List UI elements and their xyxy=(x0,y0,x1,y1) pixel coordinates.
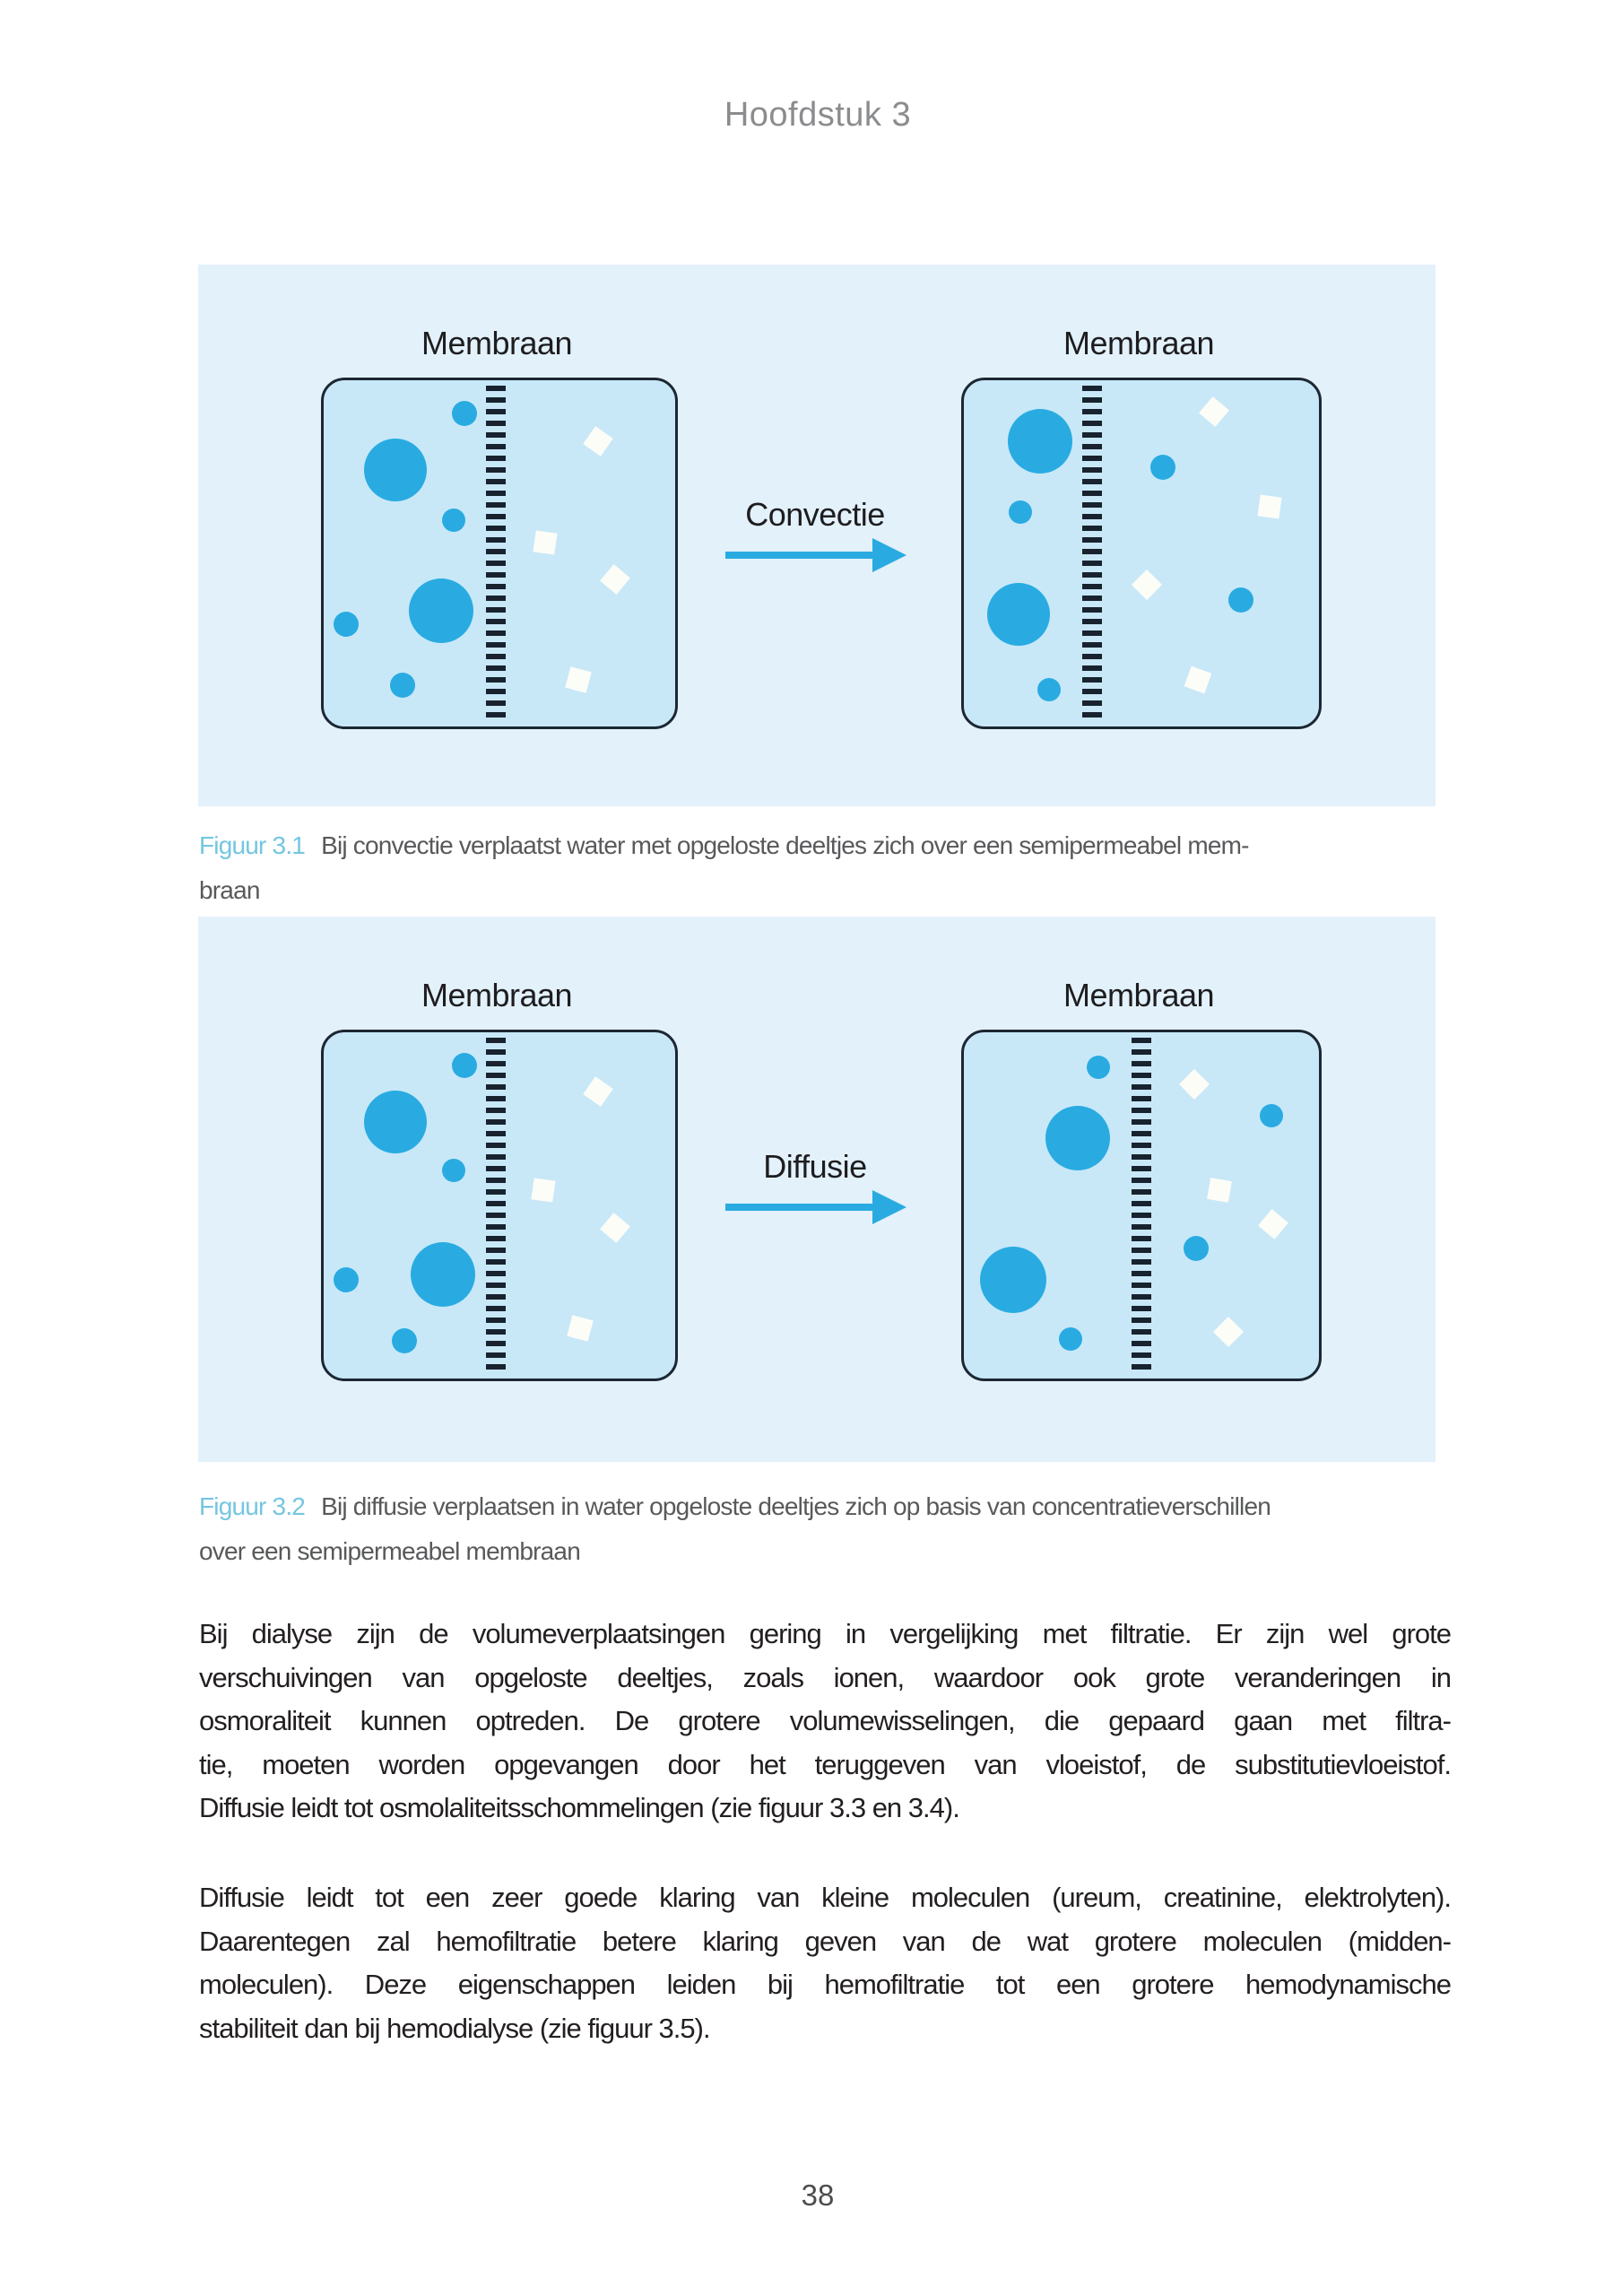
chapter-header: Hoofdstuk 3 xyxy=(724,96,912,134)
membrane-title-left: Membraan xyxy=(421,977,573,1013)
solute-particle xyxy=(1059,1327,1082,1351)
caption-line xyxy=(199,868,1451,913)
caption-text: Bij convectie verplaatst water met opgeloste deeltjes zich over een semipermeabel mem- xyxy=(321,831,1249,859)
right-arrow-icon xyxy=(724,537,906,573)
caption-text: Bij diffusie verplaatsen in water opgeloste deeltjes zich op basis van concentratieverschillen xyxy=(321,1492,1271,1520)
water-particle xyxy=(567,1315,593,1341)
figure-3-2-caption xyxy=(199,1484,1451,1574)
solute-particle xyxy=(364,1091,427,1153)
figure-3-1-caption xyxy=(199,823,1451,913)
membrane-line xyxy=(486,386,506,721)
text-line: verschuivingen van opgeloste deeltjes, zoals ionen, waardoor ook grote veranderingen in xyxy=(199,1661,1451,1693)
membrane-box-after xyxy=(961,1030,1322,1381)
text-line: Diffusie leidt tot een zeer goede klaring van kleine moleculen (ureum, creatinine, elektrolyten). xyxy=(199,1882,1451,1913)
water-particle xyxy=(1257,494,1281,518)
membrane-title-right: Membraan xyxy=(1063,977,1215,1013)
water-particle xyxy=(1132,570,1162,600)
process-label: Diffusie xyxy=(763,1148,867,1185)
arrow-shaft xyxy=(725,552,876,559)
membrane-line xyxy=(1082,386,1102,721)
membrane-box-before xyxy=(321,1030,678,1381)
solute-particle xyxy=(1008,409,1072,474)
solute-particle xyxy=(364,439,427,501)
process-arrow-group xyxy=(724,494,906,573)
process-arrow-group xyxy=(724,1146,906,1225)
process-label: Convectie xyxy=(745,496,885,533)
text-line: osmoraliteit kunnen optreden. De grotere volumewisselingen, die gepaard gaan met filtra- xyxy=(199,1705,1451,1736)
membrane-line xyxy=(1132,1038,1151,1373)
solute-particle xyxy=(1009,500,1032,524)
arrow-shaft xyxy=(725,1204,876,1211)
solute-particle xyxy=(1184,1236,1209,1261)
solute-particle xyxy=(1037,678,1061,701)
water-particle xyxy=(600,564,630,595)
text-line: stabiliteit dan bij hemodialyse (zie figuur 3.5). xyxy=(199,2012,710,2044)
water-particle xyxy=(1258,1209,1288,1239)
water-particle xyxy=(533,531,557,555)
membrane-box-before xyxy=(321,378,678,729)
solute-particle xyxy=(411,1242,475,1307)
figure-label: Figuur 3.2 xyxy=(199,1492,306,1520)
solute-particle xyxy=(452,1053,477,1078)
water-particle xyxy=(583,1076,612,1106)
caption-line xyxy=(199,1529,1451,1574)
caption-text: over een semipermeabel membraan xyxy=(199,1537,580,1565)
solute-particle xyxy=(1087,1056,1110,1079)
solute-particle xyxy=(980,1247,1046,1313)
caption-line xyxy=(199,1484,1451,1529)
text-line: Daarentegen zal hemofiltratie betere klaring geven van de wat grotere moleculen (midden- xyxy=(199,1925,1451,1957)
solute-particle xyxy=(334,1267,359,1292)
solute-particle xyxy=(409,578,473,643)
body-paragraph-2 xyxy=(199,1876,1451,2050)
text-line: Bij dialyse zijn de volumeverplaatsingen gering in vergelijking met filtratie. Er zijn wel grote xyxy=(199,1618,1451,1649)
caption-text: braan xyxy=(199,876,260,904)
solute-particle xyxy=(1045,1106,1110,1170)
figure-3-2-panel xyxy=(198,917,1436,1462)
body-paragraph-1 xyxy=(199,1613,1451,1831)
water-particle xyxy=(1207,1178,1232,1203)
solute-particle xyxy=(452,401,477,426)
membrane-box-after xyxy=(961,378,1322,729)
water-particle xyxy=(565,666,591,692)
figure-3-1-panel xyxy=(198,265,1436,806)
arrow-head xyxy=(872,1190,906,1224)
page-number: 38 xyxy=(801,2179,835,2212)
solute-particle xyxy=(1150,455,1175,480)
water-particle xyxy=(1213,1317,1244,1347)
arrow-head xyxy=(872,538,906,572)
solute-particle xyxy=(1260,1104,1283,1127)
solute-particle xyxy=(334,612,359,637)
text-line: moleculen). Deze eigenschappen leiden bij hemofiltratie tot een grotere hemodynamische xyxy=(199,1969,1451,2000)
right-arrow-icon xyxy=(724,1189,906,1225)
solute-particle xyxy=(442,509,465,532)
solute-particle xyxy=(390,673,415,698)
water-particle xyxy=(1179,1069,1210,1100)
water-particle xyxy=(531,1178,555,1202)
water-particle xyxy=(1184,665,1212,693)
membrane-title-left: Membraan xyxy=(421,325,573,361)
solute-particle xyxy=(1228,587,1253,613)
solute-particle xyxy=(442,1159,465,1182)
text-line: tie, moeten worden opgevangen door het teruggeven van vloeistof, de substitutievloeistof. xyxy=(199,1748,1451,1780)
solute-particle xyxy=(987,583,1050,646)
figure-label: Figuur 3.1 xyxy=(199,831,306,859)
caption-line xyxy=(199,823,1451,868)
solute-particle xyxy=(392,1328,417,1353)
water-particle xyxy=(1199,396,1229,427)
text-line: Diffusie leidt tot osmolaliteitsschommelingen (zie figuur 3.3 en 3.4). xyxy=(199,1792,959,1823)
membrane-line xyxy=(486,1038,506,1373)
water-particle xyxy=(583,426,612,456)
water-particle xyxy=(600,1213,630,1243)
membrane-title-right: Membraan xyxy=(1063,325,1215,361)
